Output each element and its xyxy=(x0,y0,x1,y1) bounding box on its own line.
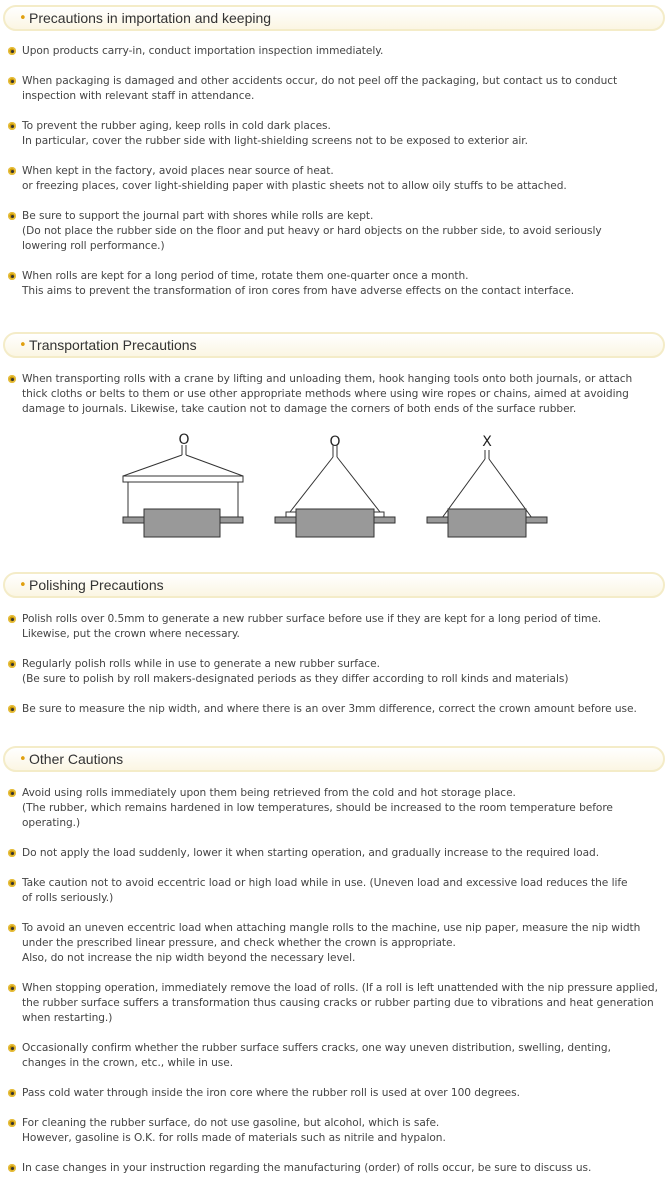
item-text-line: inspection with relevant staff in attendance. xyxy=(22,90,255,102)
item-text-line: When rolls are kept for a long period of time, rotate them one-quarter once a month. xyxy=(22,270,469,282)
item-text-line: In case changes in your instruction regarding the manufacturing (order) of rolls occur, be sure to discuss us. xyxy=(22,1162,592,1174)
list-item xyxy=(8,702,668,717)
bullet-icon xyxy=(8,1044,16,1052)
list-item xyxy=(8,74,668,104)
item-text-line: Occasionally confirm whether the rubber surface suffers cracks, one way uneven distribution, swelling, denting, xyxy=(22,1042,611,1054)
list-item xyxy=(8,981,668,1026)
item-text-line: Do not apply the load suddenly, lower it when starting operation, and gradually increase to the required load. xyxy=(22,847,600,859)
item-text-line: To prevent the rubber aging, keep rolls in cold dark places. xyxy=(22,120,331,132)
item-text-line: To avoid an uneven eccentric load when attaching mangle rolls to the machine, use nip paper, measure the nip width xyxy=(22,922,641,934)
section-header-polishing xyxy=(3,572,665,598)
list-item xyxy=(8,372,668,417)
bullet-icon xyxy=(8,615,16,623)
item-text-line: When stopping operation, immediately remove the load of rolls. (If a roll is left unattended with the nip pressure applied, xyxy=(22,982,658,994)
bullet-icon xyxy=(8,705,16,713)
item-text-line: Be sure to measure the nip width, and where there is an over 3mm difference, correct the crown amount before use. xyxy=(22,703,637,715)
bullet-icon xyxy=(8,924,16,932)
header-dot-icon: • xyxy=(19,338,27,353)
item-text-line: When packaging is damaged and other accidents occur, do not peel off the packaging, but contact us to conduct xyxy=(22,75,618,87)
header-dot-icon: • xyxy=(19,578,27,593)
section-title: Precautions in importation and keeping xyxy=(29,10,272,26)
list-item xyxy=(8,119,668,149)
item-text-line: For cleaning the rubber surface, do not use gasoline, but alcohol, which is safe. xyxy=(22,1117,440,1129)
diagram-label: O xyxy=(178,432,190,448)
item-text-line: (Do not place the rubber side on the floor and put heavy or hard objects on the rubber side, to avoid seriously xyxy=(22,225,602,237)
item-text-line: operating.) xyxy=(22,817,81,829)
bullet-icon xyxy=(8,272,16,280)
item-text-line: This aims to prevent the transformation of iron cores from have adverse effects on the contact interface. xyxy=(22,285,575,297)
list-item xyxy=(8,657,668,687)
item-text-line: Take caution not to avoid eccentric load or high load while in use. (Uneven load and excessive load reduces the life xyxy=(22,877,628,889)
list-item xyxy=(8,876,668,906)
item-text-line: (Be sure to polish by roll makers-designated periods as they differ according to roll kinds and materials) xyxy=(22,673,569,685)
item-text-line: thick cloths or belts to them or use other appropriate methods where using wire ropes or chains, aimed at avoiding xyxy=(22,388,629,400)
bullet-icon xyxy=(8,212,16,220)
item-text-line: In particular, cover the rubber side with light-shielding screens not to be exposed to exterior air. xyxy=(22,135,528,147)
list-item xyxy=(8,612,668,642)
list-item xyxy=(8,1116,668,1146)
item-text-line: of rolls seriously.) xyxy=(22,892,114,904)
item-text-line: under the prescribed linear pressure, and check whether the crown is appropriate. xyxy=(22,937,456,949)
bullet-icon xyxy=(8,1119,16,1127)
roll-lifting-diagram xyxy=(0,428,670,548)
item-text-line: Polish rolls over 0.5mm to generate a new rubber surface before use if they are kept for a long period of time. xyxy=(22,613,602,625)
list-item xyxy=(8,209,668,254)
item-text-line: Likewise, put the crown where necessary. xyxy=(22,628,240,640)
section-title: Other Cautions xyxy=(29,751,124,767)
section-title: Polishing Precautions xyxy=(29,577,164,593)
item-text-line: or freezing places, cover light-shielding paper with plastic sheets not to allow oily stuffs to be attached. xyxy=(22,180,567,192)
list-item xyxy=(8,164,668,194)
list-item xyxy=(8,846,668,861)
item-text-line: lowering roll performance.) xyxy=(22,240,165,252)
diagram-label: X xyxy=(482,434,492,450)
bullet-icon xyxy=(8,1164,16,1172)
item-text-line: When kept in the factory, avoid places near source of heat. xyxy=(22,165,334,177)
bullet-icon xyxy=(8,879,16,887)
list-item xyxy=(8,44,668,59)
item-text-line: However, gasoline is O.K. for rolls made of materials such as nitrile and hypalon. xyxy=(22,1132,446,1144)
bullet-icon xyxy=(8,77,16,85)
list-item xyxy=(8,1041,668,1071)
item-text-line: changes in the crown, etc., while in use. xyxy=(22,1057,234,1069)
bullet-icon xyxy=(8,1089,16,1097)
section-title: Transportation Precautions xyxy=(29,337,197,353)
header-dot-icon: • xyxy=(19,11,27,26)
bullet-icon xyxy=(8,167,16,175)
item-text-line: Be sure to support the journal part with shores while rolls are kept. xyxy=(22,210,374,222)
bullet-icon xyxy=(8,122,16,130)
header-dot-icon: • xyxy=(19,752,27,767)
list-item xyxy=(8,786,668,831)
item-text-line: Regularly polish rolls while in use to generate a new rubber surface. xyxy=(22,658,380,670)
item-text-line: damage to journals. Likewise, take caution not to damage the corners of both ends of the surface rubber. xyxy=(22,403,577,415)
bullet-icon xyxy=(8,375,16,383)
item-text-line: Also, do not increase the nip width beyond the necessary level. xyxy=(22,952,356,964)
bullet-icon xyxy=(8,660,16,668)
item-text-line: when restarting.) xyxy=(22,1012,113,1024)
item-text-line: When transporting rolls with a crane by lifting and unloading them, hook hanging tools onto both journals, or attach xyxy=(22,373,633,385)
item-text-line: (The rubber, which remains hardened in low temperatures, should be increased to the room temperature before xyxy=(22,802,613,814)
bullet-icon xyxy=(8,984,16,992)
section-header-importation xyxy=(3,5,665,31)
diagram-label: O xyxy=(329,434,341,450)
bullet-icon xyxy=(8,47,16,55)
item-text-line: Pass cold water through inside the iron core where the rubber roll is used at over 100 degrees. xyxy=(22,1087,520,1099)
section-header-other xyxy=(3,746,665,772)
list-item xyxy=(8,1161,668,1176)
item-text-line: Upon products carry-in, conduct importation inspection immediately. xyxy=(22,45,384,57)
item-text-line: Avoid using rolls immediately upon them being retrieved from the cold and hot storage place. xyxy=(22,787,516,799)
section-header-transportation xyxy=(3,332,665,358)
list-item xyxy=(8,1086,668,1101)
bullet-icon xyxy=(8,849,16,857)
bullet-icon xyxy=(8,789,16,797)
list-item xyxy=(8,269,668,299)
list-item xyxy=(8,921,668,966)
item-text-line: the rubber surface suffers a transformation thus causing cracks or rubber parting due to vibrations and heat generation xyxy=(22,997,654,1009)
